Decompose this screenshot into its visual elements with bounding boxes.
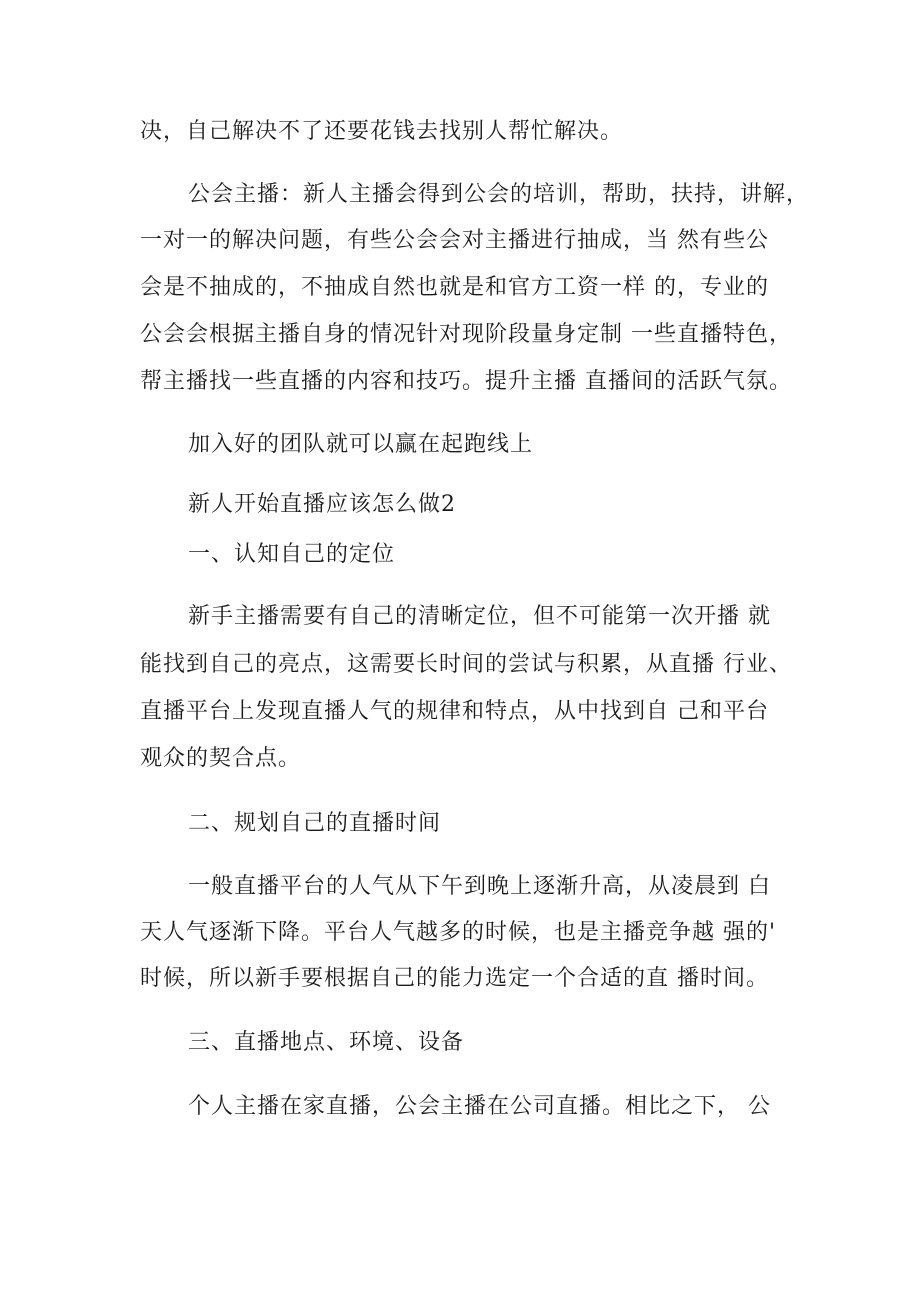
- paragraph-line: 天人气逐渐下降。平台人气越多的时候，也是主播竞争越 强的': [140, 920, 777, 945]
- section-heading: 三、直播地点、环境、设备: [188, 1030, 465, 1055]
- paragraph-line: 帮主播找一些直播的内容和技巧。提升主播 直播间的活跃气氛。: [140, 369, 792, 394]
- paragraph-line: 时候，所以新手要根据自己的能力选定一个合适的直 播时间。: [140, 966, 769, 991]
- section-heading: 二、规划自己的直播时间: [188, 811, 442, 836]
- paragraph-line: 新手主播需要有自己的清晰定位，但不可能第一次开播 就: [188, 604, 771, 629]
- section-heading: 新人开始直播应该怎么做2: [188, 492, 456, 517]
- paragraph-line: 能找到自己的亮点，这需要长时间的尝试与积累，从直播 行业、: [140, 652, 792, 677]
- paragraph-line: 一般直播平台的人气从下午到晚上逐渐升高，从凌晨到 白: [188, 874, 771, 899]
- section-heading: 一、认知自己的定位: [188, 542, 396, 567]
- paragraph-line: 加入好的团队就可以赢在起跑线上: [188, 432, 534, 457]
- paragraph-line: 直播平台上发现直播人气的规律和特点，从中找到自 己和平台: [140, 699, 769, 724]
- paragraph-line: 观众的契合点。: [140, 746, 302, 771]
- paragraph-line: 公会主播：新人主播会得到公会的培训，帮助，扶持，讲解，: [188, 182, 810, 207]
- paragraph-line: 会是不抽成的，不抽成自然也就是和官方工资一样 的，专业的: [140, 275, 769, 300]
- paragraph-line: 公会会根据主播自身的情况针对现阶段量身定制 一些直播特色，: [140, 322, 792, 347]
- paragraph-line: 个人主播在家直播，公会主播在公司直播。相比之下， 公: [188, 1094, 771, 1119]
- paragraph-line: 决，自己解决不了还要花钱去找别人帮忙解决。: [140, 119, 624, 144]
- paragraph-line: 一对一的解决问题，有些公会会对主播进行抽成，当 然有些公: [140, 228, 769, 253]
